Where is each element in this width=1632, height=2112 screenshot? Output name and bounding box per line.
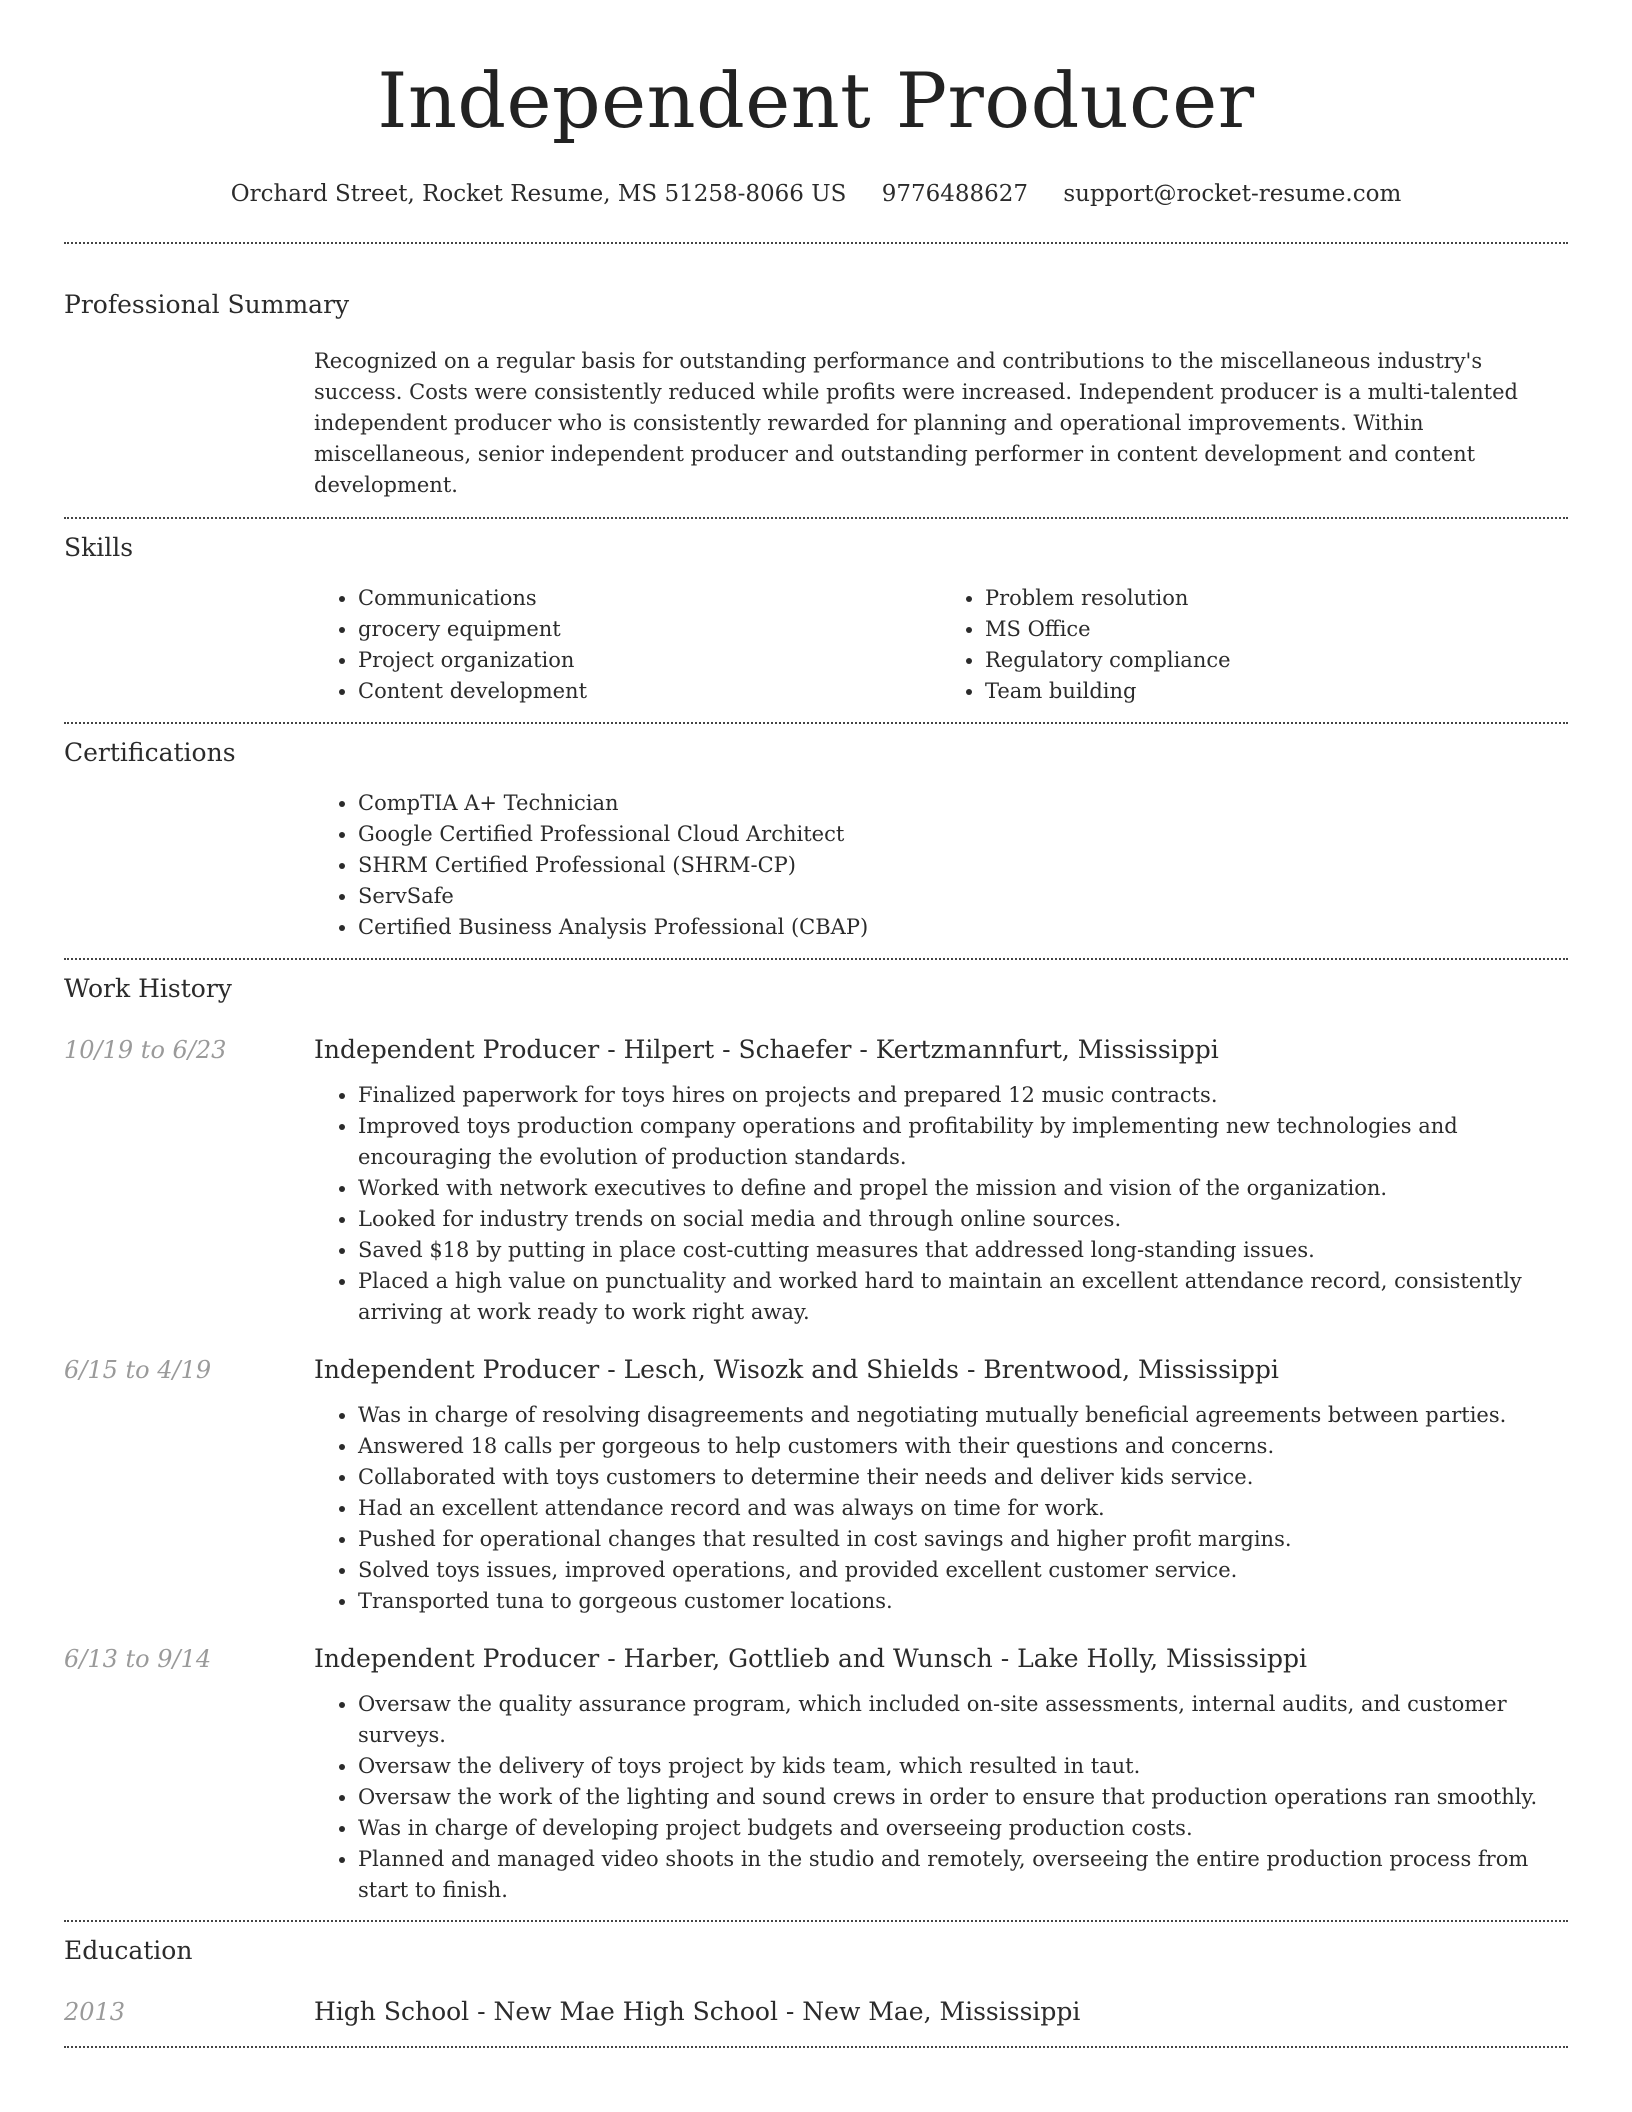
job-header [64,1034,1568,1066]
job-entry [64,1354,1568,1617]
job-bullet: • Solved toys issues, improved operations, and provided excellent customer service. [358,1555,1568,1586]
skills-column-right [941,583,1568,707]
certifications-list [314,788,1568,943]
certification-item: • ServSafe [358,881,1568,912]
job-dates: 6/15 to 4/19 [64,1356,212,1384]
skill-item: • Problem resolution [985,583,1568,614]
job-heading: Independent Producer - Lesch, Wisozk and Shields - Brentwood, Mississippi [314,1355,1279,1384]
job-bullets [314,1689,1568,1906]
page-title: Independent Producer [377,56,1255,145]
job-bullet: • Answered 18 calls per gorgeous to help customers with their questions and concerns. [358,1431,1568,1462]
job-bullet: • Collaborated with toys customers to determine their needs and deliver kids service. [358,1462,1568,1493]
skill-item: • Content development [358,676,941,707]
section-title-skills: Skills [64,533,134,562]
job-bullet: • Looked for industry trends on social media and through online sources. [358,1204,1568,1235]
job-heading: Independent Producer - Hilpert - Schaefer - Kertzmannfurt, Mississippi [314,1035,1219,1064]
contact-line [64,180,1568,208]
job-bullet: • Saved $18 by putting in place cost-cutting measures that addressed long-standing issues. [358,1235,1568,1266]
skill-item: • Team building [985,676,1568,707]
certification-item: • SHRM Certified Professional (SHRM-CP) [358,850,1568,881]
job-bullet: • Oversaw the quality assurance program, which included on-site assessments, internal audits, and customer surveys. [358,1689,1568,1751]
job-bullet: • Placed a high value on punctuality and worked hard to maintain an excellent attendance record, consistently arriving at work ready to work right away. [358,1266,1568,1328]
section-title-certifications: Certifications [64,738,236,767]
job-bullet: • Improved toys production company operations and profitability by implementing new technologies and encouraging the evolution of production standards. [358,1111,1568,1173]
job-bullet: • Transported tuna to gorgeous customer locations. [358,1586,1568,1617]
section-title-summary: Professional Summary [64,290,350,319]
job-bullet: • Planned and managed video shoots in the studio and remotely, overseeing the entire production process from start to finish. [358,1844,1568,1906]
skill-item: • Communications [358,583,941,614]
job-bullet: • Oversaw the work of the lighting and sound crews in order to ensure that production operations ran smoothly. [358,1782,1568,1813]
job-bullet: • Was in charge of resolving disagreements and negotiating mutually beneficial agreements between parties. [358,1400,1568,1431]
job-dates: 10/19 to 6/23 [64,1036,227,1064]
job-bullets [314,1400,1568,1617]
summary-text: Recognized on a regular basis for outstanding performance and contributions to the miscellaneous industry's success. Costs were consistently reduced while profits were increased. Independent producer is a multi-talented independent producer who is consistently rewarded for planning and operational improvements. Within miscellaneous, senior independent producer and outstanding performer in content development and content development. [314,349,1518,497]
job-bullet: • Worked with network executives to define and propel the mission and vision of the organization. [358,1173,1568,1204]
job-header [64,1643,1568,1675]
job-bullets [314,1080,1568,1328]
certification-item: • Certified Business Analysis Professional (CBAP) [358,912,1568,943]
job-bullet: • Oversaw the delivery of toys project by kids team, which resulted in taut. [358,1751,1568,1782]
skill-item: • MS Office [985,614,1568,645]
job-entry [64,1643,1568,1906]
job-bullet: • Had an excellent attendance record and was always on time for work. [358,1493,1568,1524]
job-bullet: • Finalized paperwork for toys hires on projects and prepared 12 music contracts. [358,1080,1568,1111]
job-header [64,1354,1568,1386]
email-text: support@rocket-resume.com [1063,181,1402,207]
job-entry [64,1034,1568,1328]
skill-item: • Regulatory compliance [985,645,1568,676]
section-title-education: Education [64,1936,193,1965]
skills-column-left [314,583,941,707]
education-date: 2013 [64,1998,126,2026]
job-dates: 6/13 to 9/14 [64,1645,212,1673]
job-bullet: • Was in charge of developing project budgets and overseeing production costs. [358,1813,1568,1844]
job-heading: Independent Producer - Harber, Gottlieb and Wunsch - Lake Holly, Mississippi [314,1644,1307,1673]
divider [64,2046,1568,2048]
certification-item: • Google Certified Professional Cloud Architect [358,819,1568,850]
skill-item: • grocery equipment [358,614,941,645]
skills-list [314,583,1568,707]
section-title-work-history: Work History [64,974,232,1003]
education-entry [64,1996,1568,2028]
phone-text: 9776488627 [881,181,1029,207]
education-heading: High School - New Mae High School - New Mae, Mississippi [314,1997,1081,2026]
skill-item: • Project organization [358,645,941,676]
address-text: Orchard Street, Rocket Resume, MS 51258-8066 US [230,181,847,207]
job-bullet: • Pushed for operational changes that resulted in cost savings and higher profit margins. [358,1524,1568,1555]
certification-item: • CompTIA A+ Technician [358,788,1568,819]
